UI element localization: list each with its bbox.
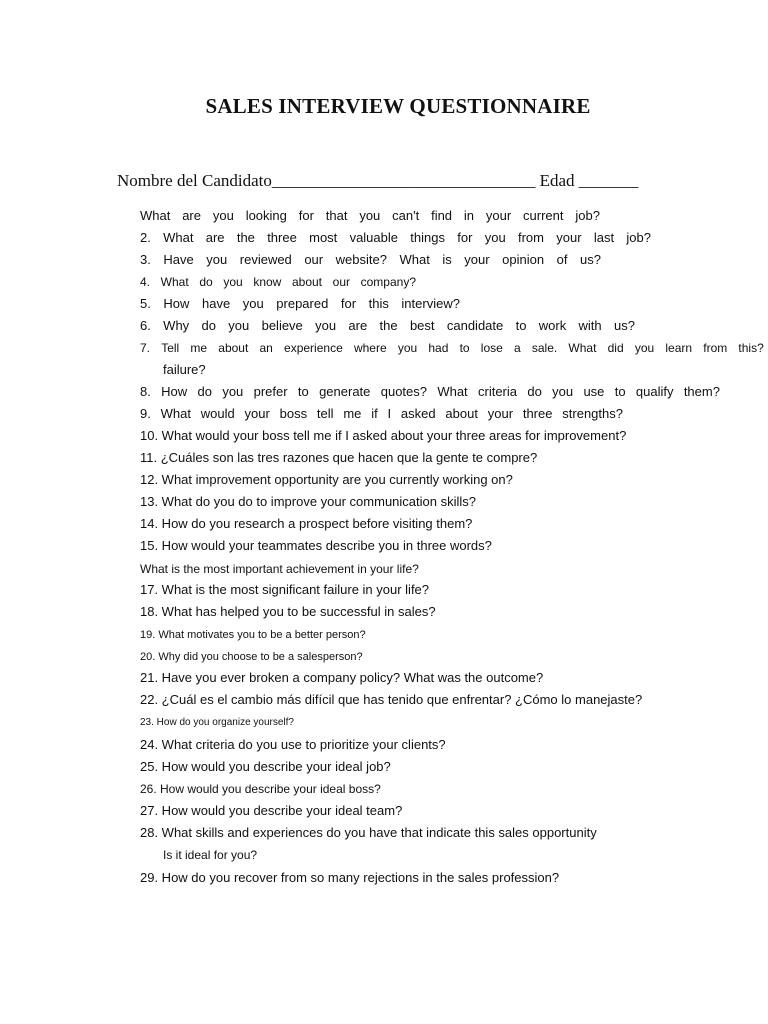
- question-18: 18. What has helped you to be successful in sales?: [140, 604, 436, 619]
- question-3: 3. Have you reviewed our website? What is your opinion of us?: [140, 252, 601, 267]
- question-10: 10. What would your boss tell me if I asked about your three areas for improvement?: [140, 428, 627, 443]
- question-27: 27. How would you describe your ideal team?: [140, 803, 403, 818]
- question-22: 22. ¿Cuál es el cambio más difícil que has tenido que enfrentar? ¿Cómo lo manejaste?: [140, 692, 643, 707]
- question-16: What is the most important achievement in your life?: [140, 562, 419, 576]
- question-23: 23. How do you organize yourself?: [140, 717, 294, 728]
- question-4: 4. What do you know about our company?: [140, 275, 416, 289]
- question-29: 29. How do you recover from so many rejections in the sales profession?: [140, 870, 560, 885]
- question-25: 25. How would you describe your ideal job?: [140, 759, 391, 774]
- candidate-name-age-line: Nombre del Candidato_______________________________ Edad _______: [117, 171, 639, 190]
- question-7-continuation: failure?: [163, 362, 206, 377]
- question-21: 21. Have you ever broken a company policy? What was the outcome?: [140, 670, 544, 685]
- question-28: 28. What skills and experiences do you have that indicate this sales opportunity: [140, 825, 597, 840]
- question-19: 19. What motivates you to be a better person?: [140, 629, 366, 641]
- question-28-continuation: Is it ideal for you?: [163, 848, 258, 862]
- question-20: 20. Why did you choose to be a salesperson?: [140, 651, 363, 663]
- question-11: 11. ¿Cuáles son las tres razones que hacen que la gente te compre?: [140, 450, 538, 465]
- question-6: 6. Why do you believe you are the best candidate to work with us?: [140, 318, 635, 333]
- question-15: 15. How would your teammates describe you in three words?: [140, 538, 492, 553]
- question-9: 9. What would your boss tell me if I asked about your three strengths?: [140, 406, 623, 421]
- question-12: 12. What improvement opportunity are you currently working on?: [140, 472, 513, 487]
- question-8: 8. How do you prefer to generate quotes? What criteria do you use to qualify them?: [140, 384, 720, 399]
- question-7: 7. Tell me about an experience where you had to lose a sale. What did you learn from this?: [140, 341, 764, 355]
- document-title: SALES INTERVIEW QUESTIONNAIRE: [205, 94, 591, 118]
- question-24: 24. What criteria do you use to prioritize your clients?: [140, 737, 446, 752]
- question-5: 5. How have you prepared for this interview?: [140, 296, 460, 311]
- question-17: 17. What is the most significant failure in your life?: [140, 582, 430, 597]
- question-13: 13. What do you do to improve your communication skills?: [140, 494, 476, 509]
- question-14: 14. How do you research a prospect before visiting them?: [140, 516, 473, 531]
- question-26: 26. How would you describe your ideal boss?: [140, 782, 381, 796]
- question-2: 2. What are the three most valuable things for you from your last job?: [140, 230, 651, 245]
- question-1: What are you looking for that you can't find in your current job?: [140, 208, 600, 223]
